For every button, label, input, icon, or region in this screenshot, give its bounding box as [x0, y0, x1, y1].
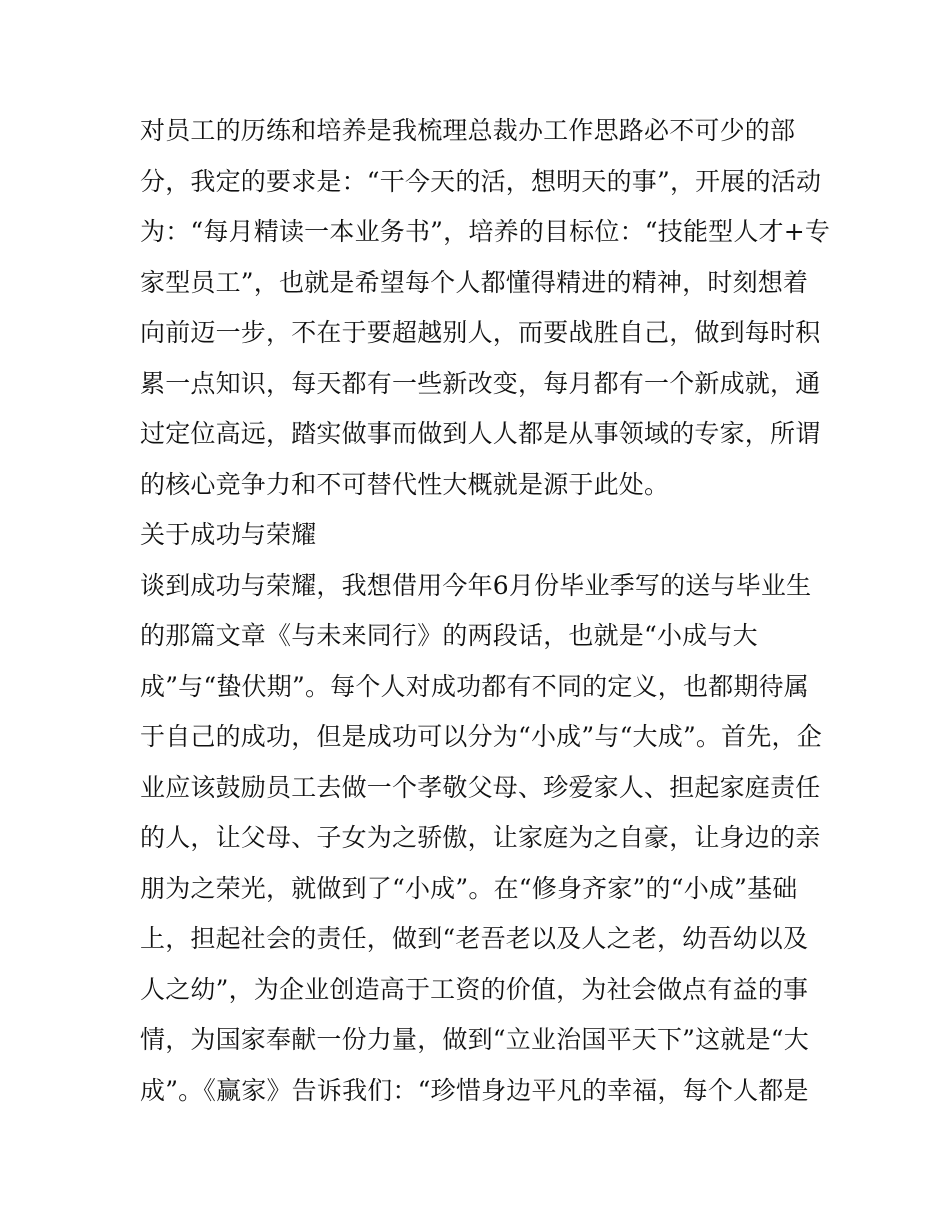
text-line: 对员工的历练和培养是我梳理总裁办工作思路必不可少的部 — [140, 116, 796, 145]
text-line: 过定位高远，踏实做事而做到人人都是从事领域的专家，所谓 — [140, 419, 821, 448]
section-heading: 关于成功与荣耀 — [140, 520, 317, 549]
text-line: 成”。《赢家》告诉我们：“珍惜身边平凡的幸福，每个人都是 — [140, 1075, 809, 1105]
text-line: 朋为之荣光，就做到了“小成”。在“修身齐家”的“小成”基础 — [140, 873, 798, 903]
text-line: 谈到成功与荣耀，我想借用今年6月份毕业季写的送与毕业生 — [140, 570, 812, 600]
text-line: 上，担起社会的责任，做到“老吾老以及人之老，幼吾幼以及 — [140, 924, 809, 953]
text-line: 的核心竞争力和不可替代性大概就是源于此处。 — [140, 469, 670, 499]
text-line: 情，为国家奉献一份力量，做到“立业治国平天下”这就是“大 — [140, 1025, 809, 1054]
text-line: 向前迈一步，不在于要超越别人，而要战胜自己，做到每时积 — [140, 318, 821, 347]
text-line: 的人，让父母、子女为之骄傲，让家庭为之自豪，让身边的亲 — [140, 823, 821, 852]
body-text — [140, 106, 831, 1116]
text-line: 累一点知识，每天都有一些新改变，每月都有一个新成就，通 — [140, 368, 821, 398]
text-line: 的那篇文章《与未来同行》的两段话，也就是“小成与大 — [140, 621, 758, 650]
text-line: 为：“每月精读一本业务书”，培养的目标位：“技能型人才+专 — [140, 217, 831, 246]
text-line: 于自己的成功，但是成功可以分为“小成”与“大成”。首先，企 — [140, 722, 822, 751]
text-line: 成”与“蛰伏期”。每个人对成功都有不同的定义，也都期待属 — [140, 671, 809, 701]
text-line: 业应该鼓励员工去做一个孝敬父母、珍爱家人、担起家庭责任 — [140, 772, 821, 802]
text-line: 人之幼”，为企业创造高于工资的价值，为社会做点有益的事 — [140, 974, 809, 1004]
text-line: 分，我定的要求是：“干今天的活，想明天的事”，开展的活动 — [140, 166, 822, 196]
text-line: 家型员工”，也就是希望每个人都懂得精进的精神，时刻想着 — [140, 267, 809, 297]
